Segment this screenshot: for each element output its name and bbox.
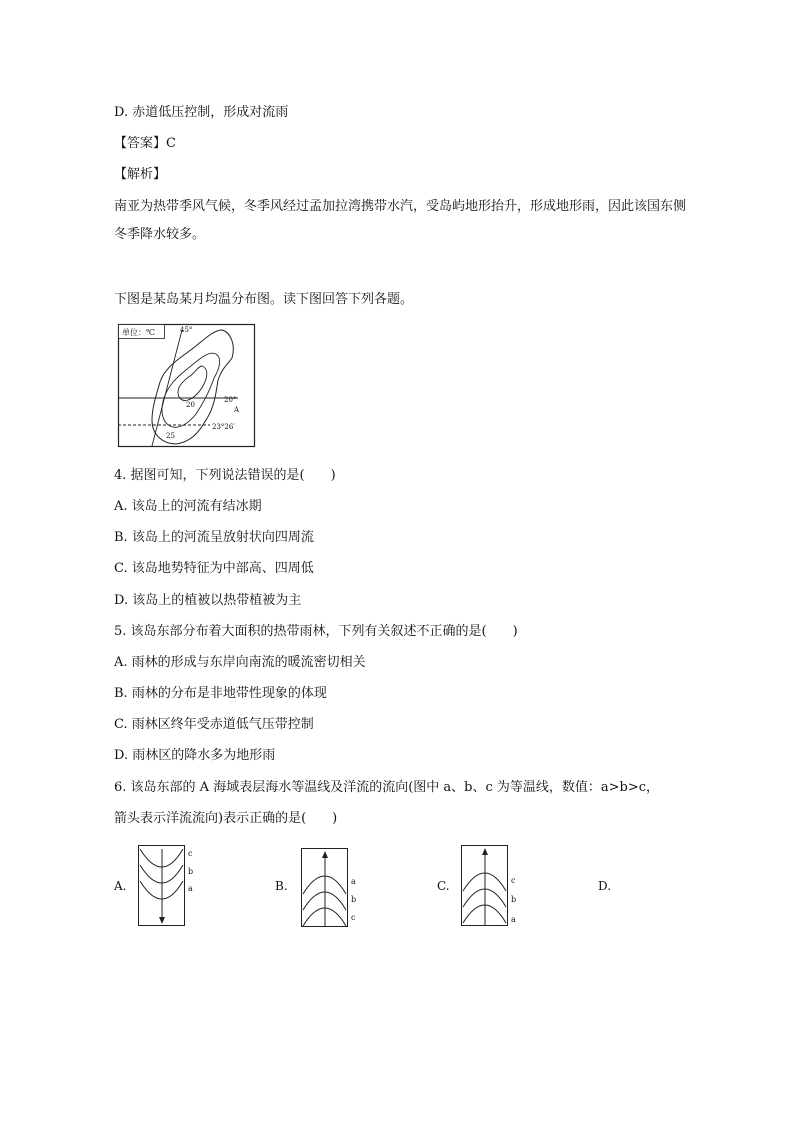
q5-option-b: B. 雨林的分布是非地带性现象的体现: [114, 686, 327, 701]
q5-stem: 5. 该岛东部分布着大面积的热带雨林，下列有关叙述不正确的是( ): [114, 624, 518, 639]
map-longitude-label: 45°: [180, 326, 193, 334]
q6-option-c-label: C.: [437, 879, 450, 893]
q4-option-b: B. 该岛上的河流呈放射状向四周流: [114, 530, 314, 545]
q5-option-c: C. 雨林区终年受赤道低气压带控制: [114, 717, 314, 732]
q6-diagram-b: [301, 848, 363, 928]
q6-c-label-c: c: [511, 876, 516, 885]
q6-diagram-c: [461, 845, 523, 927]
prev-option-d: D. 赤道低压控制，形成对流雨: [114, 105, 289, 120]
q6-stem-line2: 箭头表示洋流流向)表示正确的是( ): [114, 811, 338, 826]
q6-option-d-label: D.: [598, 879, 612, 893]
q6-a-label-c: c: [188, 849, 193, 858]
q6-stem-line1: 6. 该岛东部的 A 海域表层海水等温线及洋流的流向(图中 a、b、c 为等温线，数值：a>b>c，: [114, 780, 660, 795]
intro-text: 下图是某岛某月均温分布图。读下图回答下列各题。: [114, 292, 414, 307]
analysis-text: 南亚为热带季风气候，冬季风经过孟加拉湾携带水汽，受岛屿地形抬升，形成地形雨，因此该国东侧冬季降水较多。: [114, 199, 687, 242]
answer-label: 【答案】C: [114, 136, 176, 151]
q5-option-d: D. 雨林区的降水多为地形雨: [114, 748, 276, 763]
q6-c-label-a: a: [511, 915, 516, 924]
q6-b-label-a: a: [351, 877, 356, 886]
q6-diagram-a: [138, 845, 200, 927]
q6-b-label-c: c: [351, 913, 356, 922]
q6-c-label-b: b: [511, 895, 517, 904]
q6-option-b-label: B.: [275, 879, 288, 893]
map-isotherm-20-label: 20: [186, 401, 195, 409]
q4-option-c: C. 该岛地势特征为中部高、四周低: [114, 561, 314, 576]
map-lat-2326-label: 23°26′: [212, 423, 235, 431]
map-isotherm-25-label: 25: [166, 432, 175, 440]
q6-b-label-b: b: [351, 895, 357, 904]
q4-option-a: A. 该岛上的河流有结冰期: [114, 499, 262, 514]
q6-a-label-a: a: [188, 884, 193, 893]
island-temperature-map: [118, 324, 256, 448]
map-lat-20-label: 20°: [224, 396, 237, 404]
q6-option-a-label: A.: [114, 879, 127, 893]
map-point-a-label: A: [234, 406, 240, 414]
q6-a-label-b: b: [188, 867, 194, 876]
q4-option-d: D. 该岛上的植被以热带植被为主: [114, 593, 302, 608]
analysis-label: 【解析】: [114, 167, 167, 182]
map-unit-label: 单位：℃: [122, 328, 155, 337]
q5-option-a: A. 雨林的形成与东岸向南流的暖流密切相关: [114, 655, 366, 670]
q4-stem: 4. 据图可知，下列说法错误的是( ): [114, 468, 336, 483]
